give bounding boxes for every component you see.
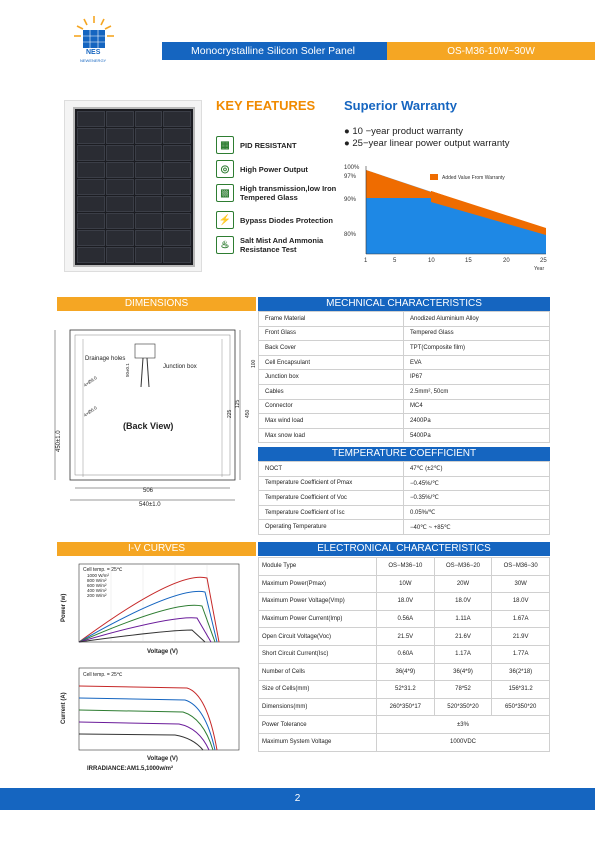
table-header-cell: OS−M36−20 — [434, 558, 492, 576]
dimensions-drawing — [55, 322, 257, 512]
table-row — [259, 681, 550, 699]
dimensions-header: DIMENSIONS — [57, 297, 256, 311]
mechanical-header: MECHNICAL CHARACTERISTICS — [258, 297, 550, 311]
table-cell: 18.0V — [492, 593, 550, 611]
table-cell: 18.0V — [377, 593, 435, 611]
table-cell: Number of Cells — [259, 663, 377, 681]
table-row — [259, 716, 550, 734]
key-feature-label: High transmission,low Iron Tempered Glass — [240, 184, 337, 202]
warranty-line-1: ● 10 −year product warranty — [344, 126, 464, 137]
table-row — [259, 698, 550, 716]
key-feature-item — [216, 184, 340, 202]
iv-ylabel: Current (A) — [61, 692, 67, 724]
xtick-20: 20 — [503, 258, 510, 264]
table-cell: 1.11A — [434, 610, 492, 628]
table-cell: −0.35%/℃ — [404, 491, 550, 506]
table-row — [259, 628, 550, 646]
table-row — [259, 399, 550, 414]
table-cell: Maximum System Voltage — [259, 733, 377, 751]
table-cell: 0.56A — [377, 610, 435, 628]
ytick-80: 80% — [344, 232, 357, 238]
back-view-label: (Back View) — [123, 421, 174, 431]
hole-label-2: 4×Ø6.0 — [82, 405, 98, 418]
table-row — [259, 663, 550, 681]
table-cell: 10W — [377, 575, 435, 593]
table-header-cell: OS−M36−30 — [492, 558, 550, 576]
table-row — [259, 384, 550, 399]
table-row — [259, 370, 550, 385]
table-cell: Short Circuit Current(Isc) — [259, 645, 377, 663]
product-title: Monocrystalline Silicon Soler Panel — [191, 45, 355, 57]
x-unit: Year — [534, 266, 545, 272]
table-row — [259, 341, 550, 356]
table-cell: 78*52 — [434, 681, 492, 699]
table-row — [259, 326, 550, 341]
table-row — [259, 414, 550, 429]
table-cell: 1000VDC — [377, 733, 550, 751]
table-row — [259, 505, 550, 520]
table-cell: 36(4*9) — [377, 663, 435, 681]
warranty-line-2: ● 25−year linear power output warranty — [344, 138, 510, 149]
xtick-5: 5 — [393, 258, 397, 264]
table-cell: Max snow load — [259, 428, 404, 443]
table-cell: 2.5mm², 50cm — [404, 384, 550, 399]
table-cell: 520*350*20 — [434, 698, 492, 716]
width-506: 506 — [143, 488, 154, 494]
pv-temp: Cell temp. = 25℃ — [83, 567, 123, 573]
table-cell: Maximum Power Voltage(Vmp) — [259, 593, 377, 611]
key-feature-label: PID RESISTANT — [240, 140, 297, 150]
table-cell: Tempered Glass — [404, 326, 550, 341]
dim-100: 100 — [251, 359, 257, 368]
key-feature-item — [216, 160, 308, 178]
pid-icon: ▦ — [216, 136, 234, 154]
width-540: 540±1.0 — [139, 502, 161, 508]
drainage-label: Drainage holes — [85, 356, 126, 362]
table-cell: Operating Temperature — [259, 520, 404, 535]
table-cell: Temperature Coefficient of Isc — [259, 505, 404, 520]
model-range: OS-M36-10W~30W — [387, 42, 595, 60]
table-cell: NOCT — [259, 462, 404, 477]
dim-225: 225 — [227, 409, 233, 418]
table-header-cell: OS−M36−10 — [377, 558, 435, 576]
table-row — [259, 491, 550, 506]
ytick-100: 100% — [344, 165, 360, 171]
company-logo — [72, 14, 116, 68]
table-cell: EVA — [404, 355, 550, 370]
table-row — [259, 575, 550, 593]
solar-panel-image — [64, 100, 202, 272]
iv-xlabel: Voltage (V) — [147, 756, 178, 762]
pv-legend-1000: 1000 W/m² — [87, 573, 110, 578]
xtick-1: 1 — [364, 258, 368, 264]
pv-legend-400: 400 W/m² — [87, 588, 107, 593]
iv-curve-chart — [57, 664, 247, 774]
junction-label: Junction box — [163, 364, 197, 370]
table-row — [259, 476, 550, 491]
table-cell: Dimensions(mm) — [259, 698, 377, 716]
electrical-header: ELECTRONICAL CHARACTERISTICS — [258, 542, 550, 556]
key-feature-label: High Power Output — [240, 164, 308, 174]
header-bar — [162, 42, 595, 60]
table-cell: MC4 — [404, 399, 550, 414]
table-cell: Cables — [259, 384, 404, 399]
table-cell: Max wind load — [259, 414, 404, 429]
table-cell: 650*350*20 — [492, 698, 550, 716]
table-row — [259, 428, 550, 443]
table-cell: 21.9V — [492, 628, 550, 646]
key-feature-label: Bypass Diodes Protection — [240, 215, 333, 225]
table-cell: Open Circuit Voltage(Voc) — [259, 628, 377, 646]
table-header-row — [259, 558, 550, 576]
table-row — [259, 462, 550, 477]
table-cell: 20W — [434, 575, 492, 593]
page-footer — [0, 788, 595, 810]
power-icon: ◎ — [216, 160, 234, 178]
logo-subtext: NEWENERGY — [80, 58, 107, 63]
ytick-97: 97% — [344, 174, 357, 180]
table-cell: Back Cover — [259, 341, 404, 356]
warranty-chart — [338, 160, 554, 272]
iv-temp: Cell temp. = 25℃ — [83, 672, 123, 678]
table-cell: Temperature Coefficient of Voc — [259, 491, 404, 506]
glass-icon: ▧ — [216, 184, 234, 202]
table-cell: Connector — [259, 399, 404, 414]
pv-xlabel: Voltage (V) — [147, 649, 178, 655]
diode-icon: ⚡ — [216, 211, 234, 229]
table-cell: Temperature Coefficient of Pmax — [259, 476, 404, 491]
electrical-table — [258, 557, 550, 752]
warranty-title: Superior Warranty — [344, 98, 457, 113]
table-cell: 36(2*18) — [492, 663, 550, 681]
table-cell: 18.0V — [434, 593, 492, 611]
table-row — [259, 312, 550, 327]
temperature-header: TEMPERATURE COEFFICIENT — [258, 447, 550, 461]
table-cell: 0.05%/℃ — [404, 505, 550, 520]
pv-curve-chart — [57, 560, 247, 655]
table-cell: −0.45%/℃ — [404, 476, 550, 491]
table-cell: Maximum Power Current(Imp) — [259, 610, 377, 628]
pv-legend-600: 600 W/m² — [87, 583, 107, 588]
table-cell: Frame Material — [259, 312, 404, 327]
table-cell: Maximum Power(Pmax) — [259, 575, 377, 593]
pv-ylabel: Power (w) — [61, 593, 67, 622]
dim-450: 450 — [245, 409, 251, 418]
key-feature-item — [216, 236, 340, 254]
table-cell: 1.17A — [434, 645, 492, 663]
table-cell: 21.5V — [377, 628, 435, 646]
table-row — [259, 520, 550, 535]
table-cell: ±3% — [377, 716, 550, 734]
table-cell: Size of Cells(mm) — [259, 681, 377, 699]
table-header-cell: Module Type — [259, 558, 377, 576]
xtick-10: 10 — [428, 258, 435, 264]
page-number: 2 — [294, 793, 301, 804]
table-cell: −40℃ ~ +85℃ — [404, 520, 550, 535]
table-cell: Front Glass — [259, 326, 404, 341]
table-cell: Anodized Aluminium Alloy — [404, 312, 550, 327]
table-cell: 1.67A — [492, 610, 550, 628]
table-cell: 2400Pa — [404, 414, 550, 429]
table-cell: 156*31.2 — [492, 681, 550, 699]
table-row — [259, 733, 550, 751]
table-row — [259, 355, 550, 370]
irradiance-label: IRRADIANCE:AM1.5,1000w/m² — [87, 766, 174, 772]
table-cell: 0.60A — [377, 645, 435, 663]
table-cell: Power Tolerance — [259, 716, 377, 734]
table-cell: 52*31.2 — [377, 681, 435, 699]
table-row — [259, 593, 550, 611]
mechanical-table — [258, 311, 550, 443]
hole-label-1: 4×Ø9.0 — [82, 375, 98, 388]
xtick-25: 25 — [540, 258, 547, 264]
key-feature-label: Salt Mist And Ammonia Resistance Test — [240, 236, 324, 254]
table-cell: 260*350*17 — [377, 698, 435, 716]
table-cell: 1.77A — [492, 645, 550, 663]
temperature-table — [258, 461, 550, 535]
key-feature-item — [216, 136, 297, 154]
warranty-legend: Added Value From Warranty — [442, 175, 505, 181]
ytick-90: 90% — [344, 197, 357, 203]
dim-125: 125 — [235, 399, 241, 408]
key-feature-item — [216, 211, 333, 229]
table-cell: 47℃ (±2℃) — [404, 462, 550, 477]
table-cell: 36(4*9) — [434, 663, 492, 681]
table-row — [259, 645, 550, 663]
salt-icon: ♨ — [216, 236, 234, 254]
table-cell: 5400Pa — [404, 428, 550, 443]
pv-legend-200: 200 W/m² — [87, 593, 107, 598]
table-row — [259, 610, 550, 628]
table-cell: IP67 — [404, 370, 550, 385]
height-450-tol: 450±1.0 — [56, 430, 62, 452]
table-cell: Junction box — [259, 370, 404, 385]
table-cell: Cell Encapsulant — [259, 355, 404, 370]
iv-curves-header: I-V CURVES — [57, 542, 256, 556]
key-features-title: KEY FEATURES — [216, 98, 316, 113]
logo-text: NES — [86, 49, 101, 56]
dim-top: 50±0.1 — [125, 363, 130, 377]
pv-legend-800: 800 W/m² — [87, 578, 107, 583]
xtick-15: 15 — [465, 258, 472, 264]
table-cell: 30W — [492, 575, 550, 593]
table-cell: 21.6V — [434, 628, 492, 646]
table-cell: TPT(Composite film) — [404, 341, 550, 356]
